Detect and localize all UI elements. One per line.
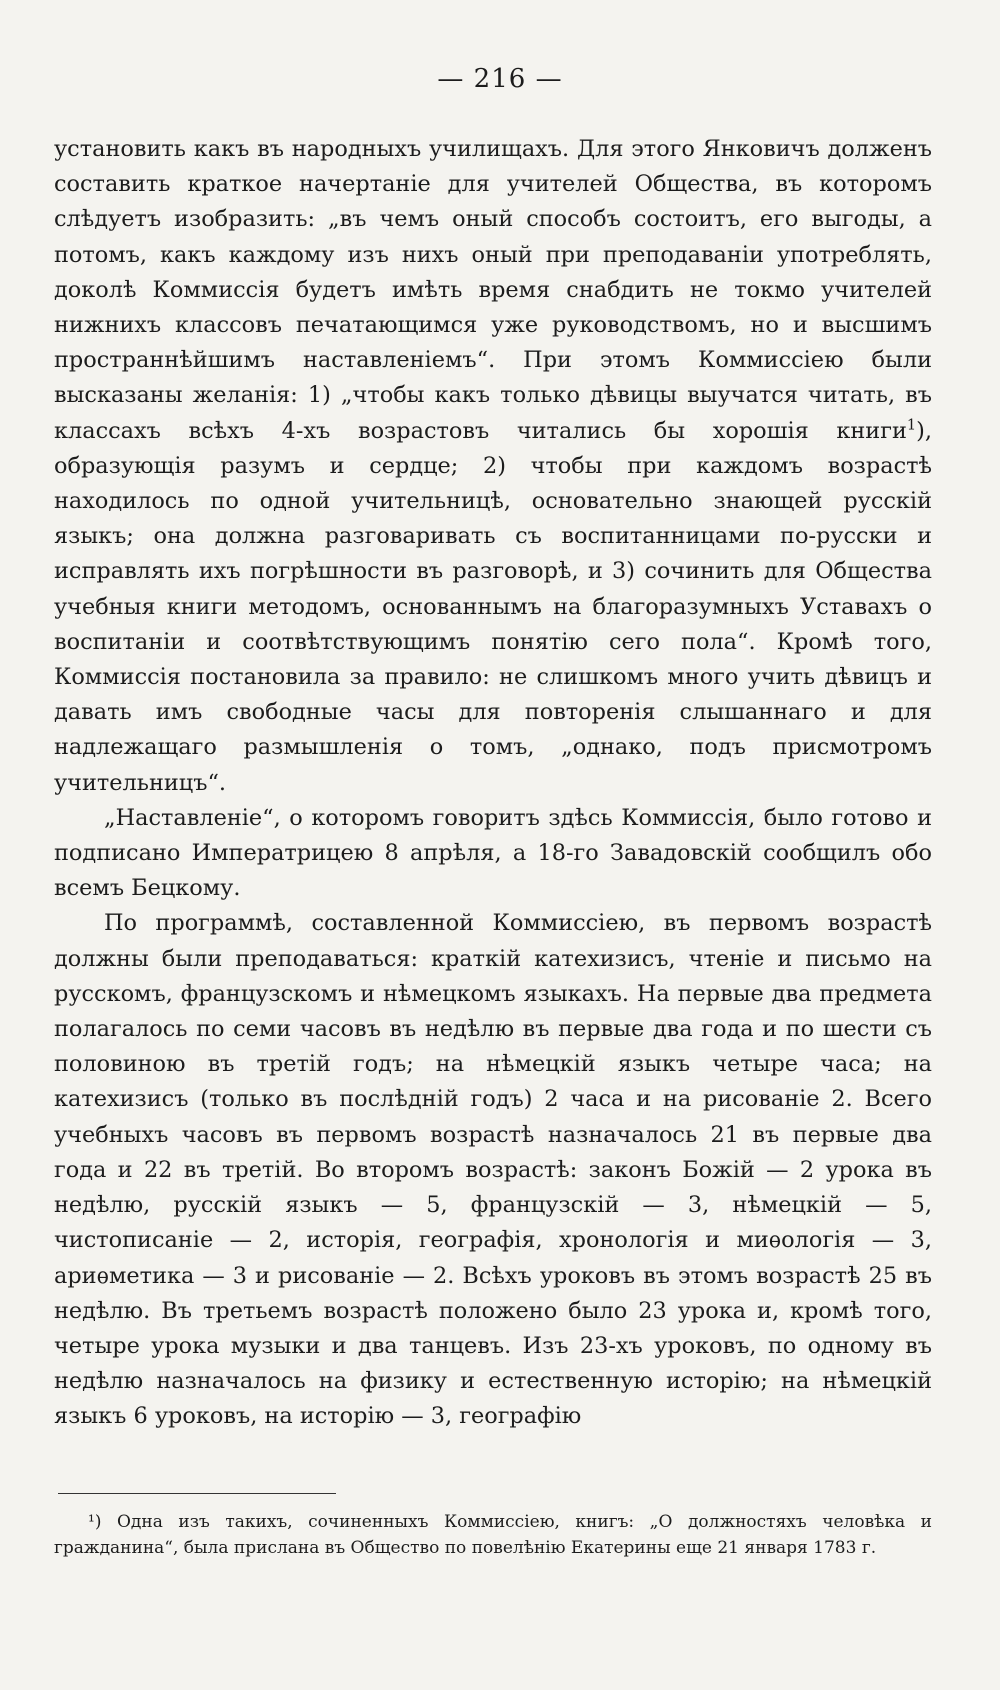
footnote-text: Одна изъ такихъ, сочиненныхъ Коммиссіею, книгъ: „О должностяхъ человѣка и гражданина“, была прислана въ Общество по повелѣнію Екатерины еще 21 января 1783 г. (54, 1512, 933, 1558)
body-text (54, 132, 932, 1435)
footnote-marker: ¹) (88, 1512, 102, 1532)
paragraph: По программѣ, составленной Коммиссіею, въ первомъ возрастѣ должны были преподаваться: краткій катехизисъ, чтеніе и письмо на русскомъ, французскомъ и нѣмецкомъ языкахъ. На первые два предмета полагалось по семи часовъ въ недѣлю въ первые два года и по шести съ половиною въ третій годъ; на нѣмецкій языкъ четыре часа; на катехизисъ (только въ послѣдній годъ) 2 часа и на рисованіе 2. Всего учебныхъ часовъ въ первомъ возрастѣ назначалось 21 въ первые два года и 22 въ третій. Во второмъ возрастѣ: законъ Божій — 2 урока въ недѣлю, русскій языкъ — 5, французскій — 3, нѣмецкій — 5, чистописаніе — 2, исторія, географія, хронологія и миѳологія — 3, ариѳметика — 3 и рисованіе — 2. Всѣхъ уроковъ въ этомъ возрастѣ 25 въ недѣлю. Въ третьемъ возрастѣ положено было 23 урока и, кромѣ того, четыре урока музыки и два танцевъ. Изъ 23-хъ уроковъ, по одному въ недѣлю назначалось на физику и естественную исторію; на нѣмецкій языкъ 6 уроковъ, на исторію — 3, географію (54, 910, 932, 1430)
page-number: — 216 — (437, 64, 563, 94)
footnote-paragraph (54, 1509, 932, 1561)
paragraph-text: ), образующія разумъ и сердце; 2) чтобы при каждомъ возрастѣ находилось по одной учительницѣ, основательно знающей русскій языкъ; она должна разговаривать съ воспитанницами по-русски и исправлять ихъ погрѣшности въ разговорѣ, и 3) сочинить для Общества учебныя книги методомъ, основаннымъ на благоразумныхъ Уставахъ о воспитаніи и соотвѣтствующимъ понятію сего пола“. Кромѣ того, Коммиссія постановила за правило: не слишкомъ много учить дѣвицъ и давать имъ свободные часы для повторенія слышаннаго и для надлежащаго размышленія о томъ, „однако, подъ присмотромъ учительницъ“. (54, 417, 932, 796)
paragraph (54, 132, 932, 801)
footnote-reference: 1 (906, 415, 917, 433)
footnote (54, 1509, 932, 1561)
paragraph: „Наставленіе“, о которомъ говоритъ здѣсь Коммиссія, было готово и подписано Императрицею 8 апрѣля, а 18-го Завадовскій сообщилъ обо всемъ Бецкому. (54, 804, 932, 902)
paragraph-text: установить какъ въ народныхъ училищахъ. Для этого Янковичъ долженъ составить краткое начертаніе для учителей Общества, въ которомъ слѣдуетъ изобразить: „въ чемъ оный способъ состоитъ, его выгоды, а потомъ, какъ каждому изъ нихъ оный при преподаваніи употреблять, доколѣ Коммиссія будетъ имѣть время снабдить не токмо учителей нижнихъ классовъ печатающимся уже руководствомъ, но и высшимъ пространнѣйшимъ наставленіемъ“. При этомъ Коммиссіею были высказаны желанія: 1) „чтобы какъ только дѣвицы выучатся читать, въ классахъ всѣхъ 4-хъ возрастовъ читались бы хорошія книги (54, 136, 932, 444)
footnote-divider (58, 1493, 336, 1494)
